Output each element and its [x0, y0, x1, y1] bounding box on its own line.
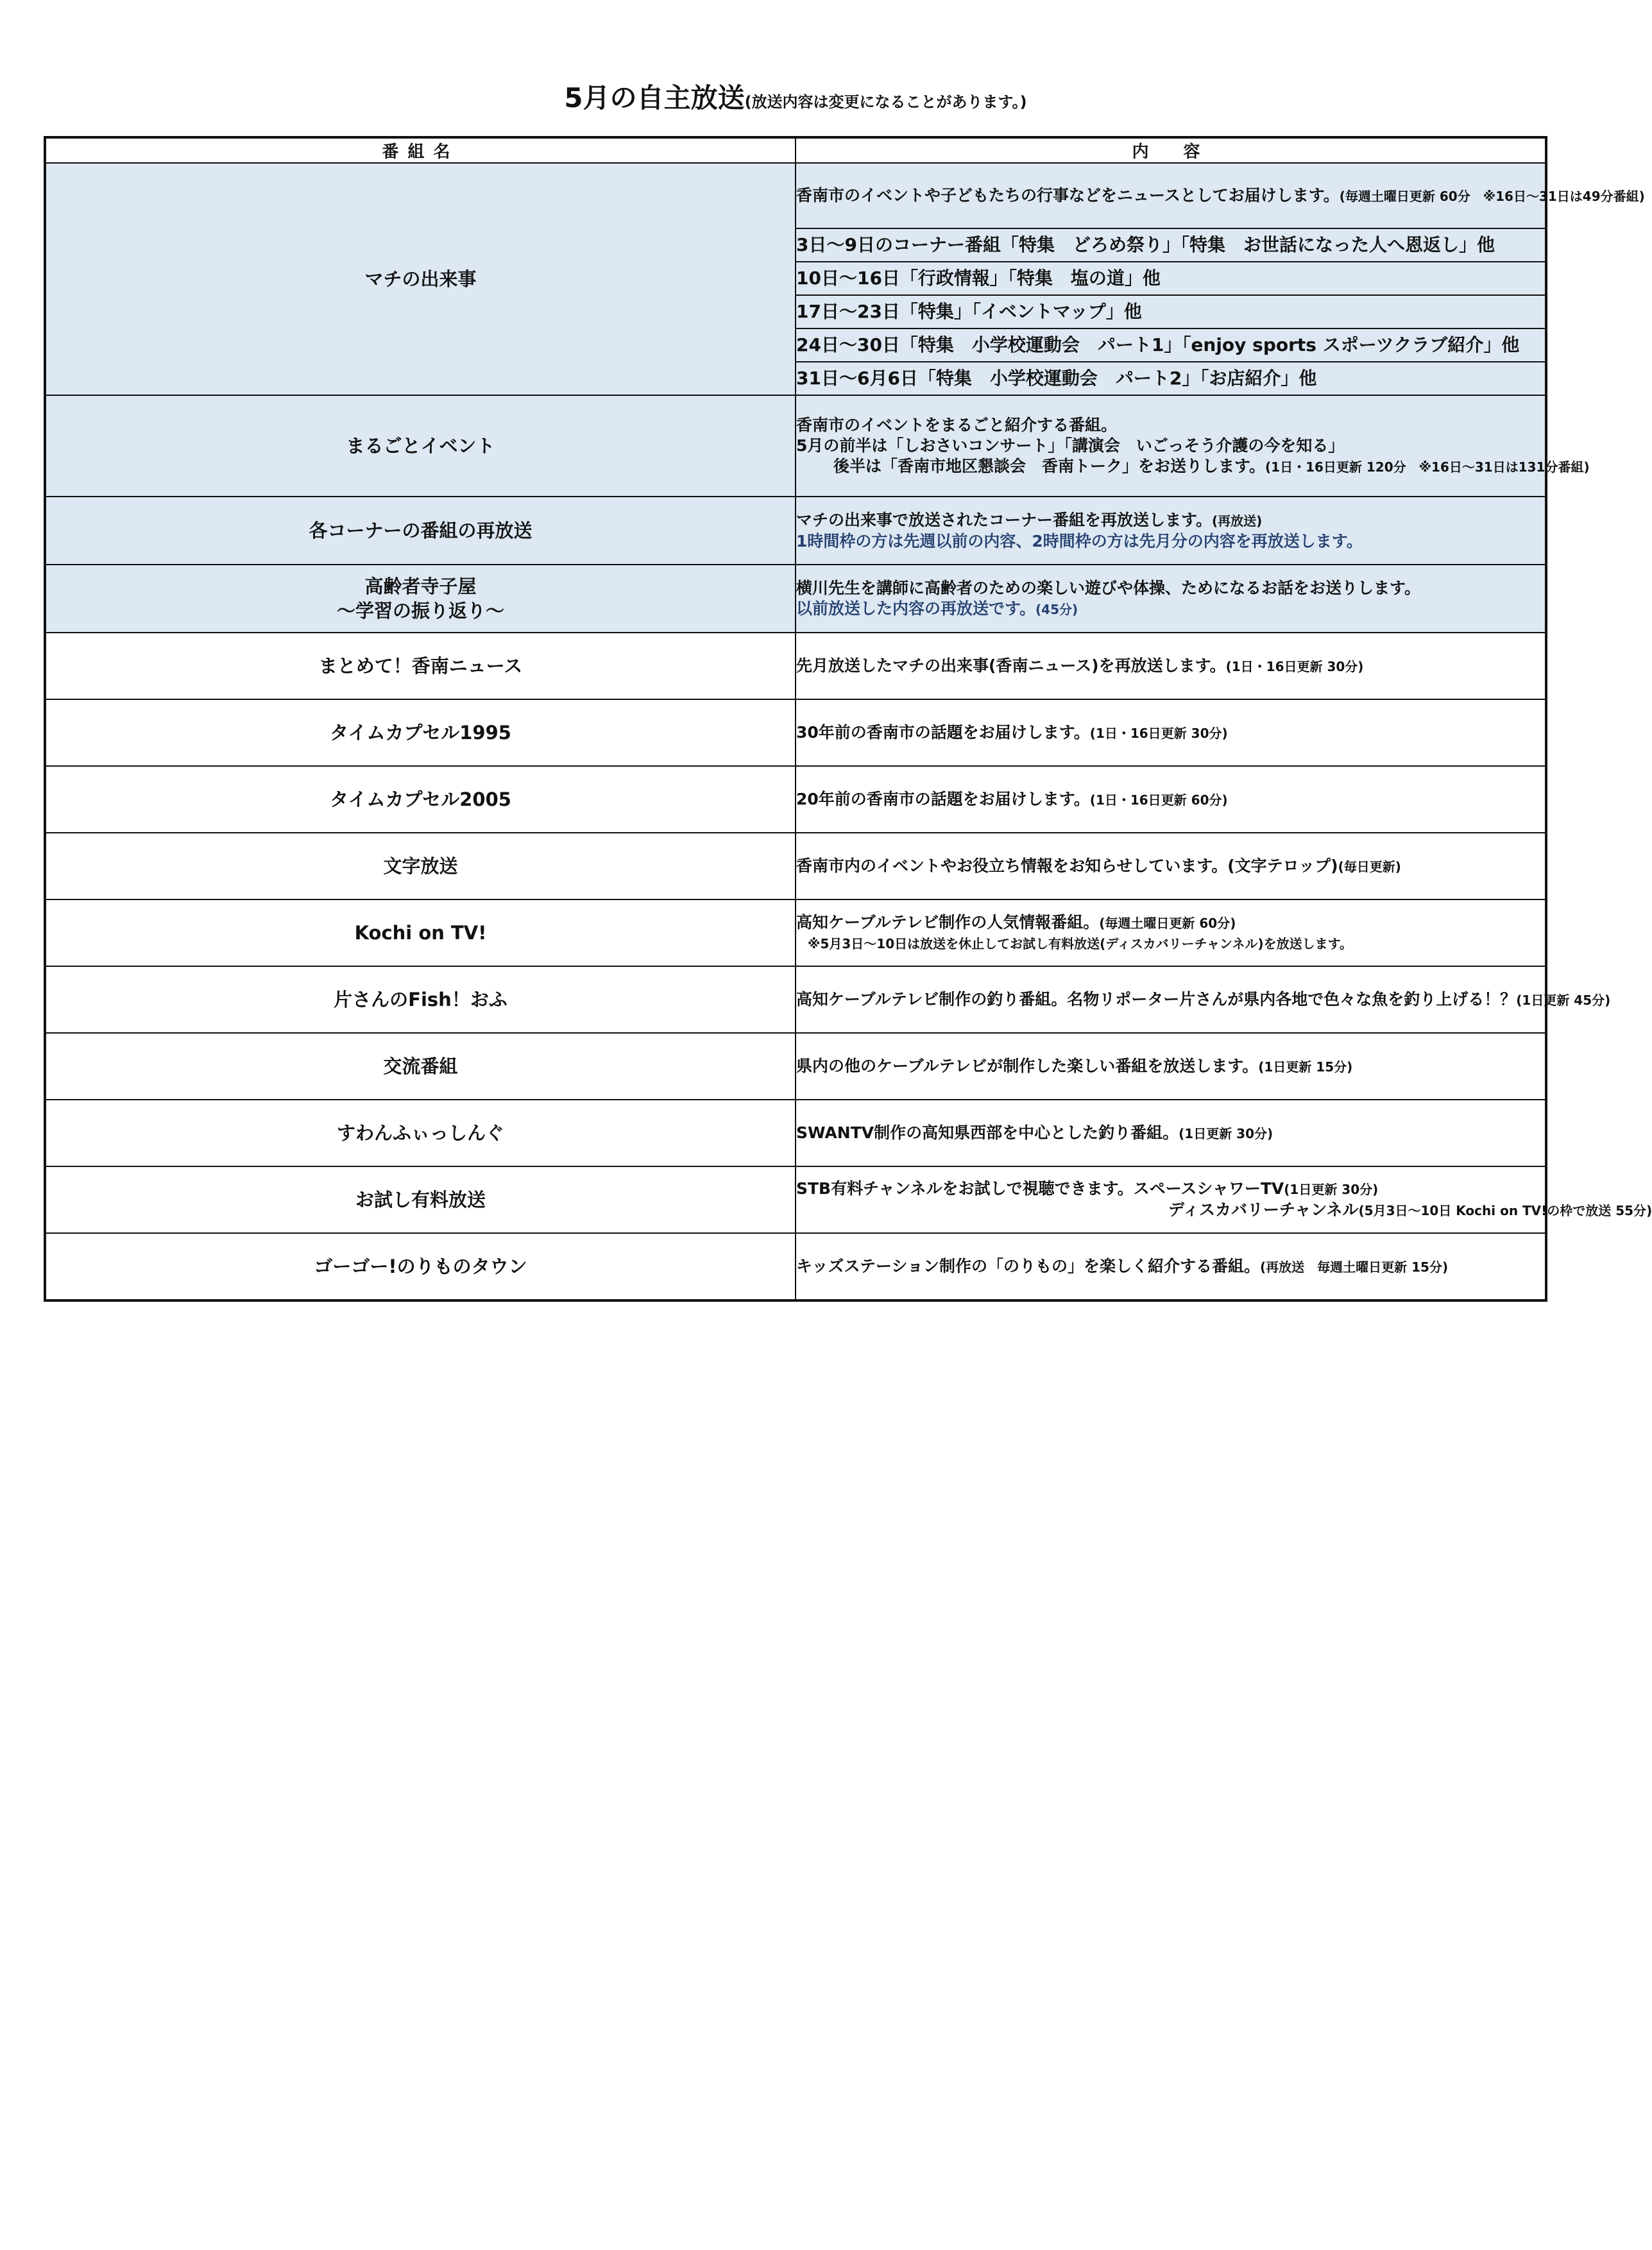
table-row-koryu: [45, 1033, 1546, 1100]
terakoya-line-2-text: 以前放送した内容の再放送です。: [796, 599, 1036, 618]
machi-line-3: 17日～23日「特集」「イベントマップ」他: [796, 295, 1546, 328]
gogo-note: (再放送 毎週土曜日更新 15分): [1260, 1259, 1449, 1275]
table-row-terakoya: [45, 565, 1546, 633]
rerun-line-2: 1時間枠の方は先週以前の内容、2時間枠の方は先月分の内容を再放送します。: [796, 531, 1363, 550]
rerun-line-1: [796, 510, 1545, 531]
otameshi-line-2-text: ディスカバリーチャンネル: [1168, 1200, 1359, 1219]
rerun-line-1-note: (再放送): [1212, 513, 1263, 529]
table-row-swan: [45, 1100, 1546, 1166]
fish-note: (1日更新 45分): [1516, 992, 1611, 1008]
header-program-name: 番組名: [45, 137, 796, 163]
machi-line-2: 10日～16日「行政情報」「特集 塩の道」他: [796, 262, 1546, 295]
otameshi-line-1-text: STB有料チャンネルをお試しで視聴できます。スペースシャワーTV: [796, 1179, 1284, 1198]
marugoto-line-3-text: 後半は「香南市地区懇談会 香南トーク」をお送りします。: [833, 456, 1266, 475]
machi-line-0-text: 香南市のイベントや子どもたちの行事などをニュースとしてお届けします。: [796, 185, 1340, 205]
program-name-moji: 文字放送: [45, 833, 796, 899]
page-title-main: 5月の自主放送: [564, 82, 745, 114]
table-row-otameshi: [45, 1166, 1546, 1233]
table-row-marugoto: [45, 395, 1546, 497]
table-row-capsule2005: [45, 766, 1546, 833]
marugoto-line-3: [796, 456, 1590, 477]
rerun-content: [796, 497, 1546, 565]
terakoya-line-1: 横川先生を講師に高齢者のための楽しい遊びや体操、ためになるお話をお送りします。: [796, 578, 1421, 597]
koryu-text: 県内の他のケーブルテレビが制作した楽しい番組を放送します。: [796, 1056, 1259, 1075]
terakoya-line-2-note: (45分): [1035, 601, 1078, 617]
swan-note: (1日更新 30分): [1179, 1125, 1273, 1141]
moji-content: [796, 833, 1546, 899]
program-name-capsule1995: タイムカプセル1995: [45, 699, 796, 766]
program-name-terakoya: [45, 565, 796, 633]
otameshi-line-2-note: (5月3日～10日 Kochi on TV!の枠で放送 55分): [1358, 1203, 1652, 1218]
program-name-swan: すわんふぃっしんぐ: [45, 1100, 796, 1166]
machi-line-4: 24日～30日「特集 小学校運動会 パート1」「enjoy sports スポーツクラブ紹介」他: [796, 328, 1546, 362]
kochi-line-1-text: 高知ケーブルテレビ制作の人気情報番組。: [796, 912, 1100, 932]
terakoya-line-2: [796, 599, 1545, 620]
program-name-machi: マチの出来事: [45, 163, 796, 395]
matomete-note: (1日・16日更新 30分): [1225, 658, 1364, 674]
moji-note: (毎日更新): [1338, 858, 1401, 874]
terakoya-name-1: 高齢者寺子屋: [364, 575, 477, 597]
capsule2005-text: 20年前の香南市の話題をお届けします。: [796, 789, 1090, 808]
schedule-table: [44, 136, 1652, 1302]
table-row-fish: [45, 966, 1546, 1033]
otameshi-line-2: [796, 1200, 1652, 1221]
program-name-koryu: 交流番組: [45, 1033, 796, 1100]
program-name-fish: 片さんのFish！おふ: [45, 966, 796, 1033]
page-title: [0, 77, 1591, 115]
otameshi-content: [796, 1166, 1652, 1233]
terakoya-content: [796, 565, 1546, 633]
fish-text: 高知ケーブルテレビ制作の釣り番組。名物リポーター片さんが県内各地で色々な魚を釣り上げる！？: [796, 989, 1517, 1009]
machi-line-1: 3日～9日のコーナー番組「特集 どろめ祭り」「特集 お世話になった人へ恩返し」他: [796, 228, 1546, 262]
rerun-line-1-text: マチの出来事で放送されたコーナー番組を再放送します。: [796, 510, 1213, 529]
table-row-rerun: [45, 497, 1546, 565]
otameshi-line-1-note: (1日更新 30分): [1284, 1182, 1379, 1197]
program-name-rerun: 各コーナーの番組の再放送: [45, 497, 796, 565]
capsule1995-text: 30年前の香南市の話題をお届けします。: [796, 722, 1090, 742]
table-row-gogo: [45, 1233, 1546, 1300]
gogo-content: [796, 1233, 1546, 1300]
kochi-line-2: ※5月3日～10日は放送を休止してお試し有料放送(ディスカバリーチャンネル)を放送します。: [808, 935, 1352, 951]
otameshi-line-1: [796, 1179, 1545, 1200]
kochi-content: [796, 899, 1546, 966]
table-row-machi: [45, 163, 1546, 228]
machi-line-5: 31日～6月6日「特集 小学校運動会 パート2」「お店紹介」他: [796, 362, 1546, 395]
matomete-text: 先月放送したマチの出来事(香南ニュース)を再放送します。: [796, 656, 1226, 675]
table-row-capsule1995: [45, 699, 1546, 766]
koryu-note: (1日更新 15分): [1258, 1059, 1353, 1075]
capsule1995-note: (1日・16日更新 30分): [1089, 725, 1228, 741]
fish-content: [796, 966, 1611, 1033]
capsule1995-content: [796, 699, 1546, 766]
machi-line-0-note: (毎週土曜日更新 60分 ※16日～31日は49分番組): [1339, 188, 1645, 204]
koryu-content: [796, 1033, 1546, 1100]
program-name-otameshi: お試し有料放送: [45, 1166, 796, 1233]
kochi-line-1-note: (毎週土曜日更新 60分): [1099, 915, 1236, 931]
page-title-note: (放送内容は変更になることがあります。): [744, 93, 1027, 111]
table-row-kochi: [45, 899, 1546, 966]
gogo-text: キッズステーション制作の「のりもの」を楽しく紹介する番組。: [796, 1256, 1261, 1275]
program-name-matomete: まとめて！香南ニュース: [45, 633, 796, 699]
kochi-line-1: [796, 912, 1545, 933]
program-name-marugoto: まるごとイベント: [45, 395, 796, 497]
matomete-content: [796, 633, 1546, 699]
program-name-gogo: ゴーゴー!のりものタウン: [45, 1233, 796, 1300]
marugoto-line-1: 香南市のイベントをまるごと紹介する番組。: [796, 415, 1118, 434]
swan-text: SWANTV制作の高知県西部を中心とした釣り番組。: [796, 1123, 1179, 1142]
header-content: 内 容: [796, 137, 1546, 163]
capsule2005-content: [796, 766, 1546, 833]
table-row-moji: [45, 833, 1546, 899]
terakoya-name-2: ～学習の振り返り～: [336, 600, 504, 622]
program-name-capsule2005: タイムカプセル2005: [45, 766, 796, 833]
capsule2005-note: (1日・16日更新 60分): [1089, 792, 1228, 808]
swan-content: [796, 1100, 1546, 1166]
marugoto-line-2: 5月の前半は「しおさいコンサート」「講演会 いごっそう介護の今を知る」: [796, 436, 1345, 455]
marugoto-content: [796, 395, 1590, 497]
marugoto-line-3-note: (1日・16日更新 120分 ※16日～31日は131分番組): [1265, 459, 1590, 475]
program-name-kochi: Kochi on TV!: [45, 899, 796, 966]
moji-text: 香南市内のイベントやお役立ち情報をお知らせしています。(文字テロップ): [796, 856, 1338, 875]
table-row-matomete: [45, 633, 1546, 699]
table-header-row: [45, 137, 1546, 163]
machi-line-0: [796, 163, 1645, 228]
